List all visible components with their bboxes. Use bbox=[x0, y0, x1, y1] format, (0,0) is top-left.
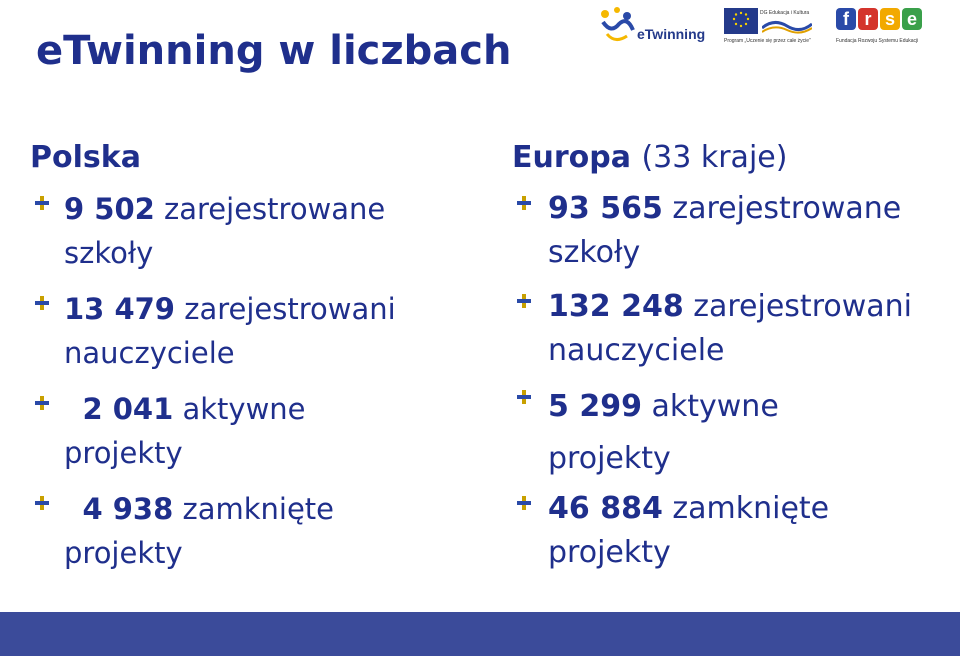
poland-heading: Polska bbox=[30, 140, 141, 175]
bullet-icon bbox=[516, 389, 532, 405]
stat-label: zarejestrowane bbox=[164, 192, 386, 226]
list-item bbox=[30, 187, 470, 275]
europe-heading-title: Europa bbox=[512, 140, 631, 175]
bullet-icon bbox=[34, 295, 50, 311]
bullet-icon bbox=[34, 395, 50, 411]
stat-label: aktywne bbox=[651, 389, 779, 424]
stat-label: zarejestrowani bbox=[184, 292, 396, 326]
stat-label: zamknięte bbox=[672, 491, 830, 526]
page-title: eTwinning w liczbach bbox=[36, 28, 512, 74]
stat-number: 9 502 bbox=[64, 192, 155, 226]
bullet-icon bbox=[516, 293, 532, 309]
eu-caption: Program „Uczenie się przez całe życie” bbox=[724, 38, 811, 44]
stat-label: zamknięte bbox=[182, 492, 334, 526]
etwinning-logo bbox=[597, 4, 707, 48]
list-item bbox=[512, 187, 952, 275]
europe-section bbox=[512, 140, 952, 577]
frse-letter-e: e bbox=[902, 8, 922, 30]
stat-number: 4 938 bbox=[82, 492, 174, 526]
europe-heading-sub: (33 kraje) bbox=[641, 140, 788, 175]
stat-number: 5 299 bbox=[548, 389, 642, 424]
eu-logo bbox=[724, 8, 816, 44]
etwinning-logo-icon bbox=[597, 4, 641, 48]
stat-label: zarejestrowani bbox=[693, 289, 912, 324]
bullet-icon bbox=[34, 495, 50, 511]
eu-flag-icon bbox=[724, 8, 758, 34]
stat-label-line2: nauczyciele bbox=[548, 333, 725, 368]
stat-number: 93 565 bbox=[548, 191, 663, 226]
frse-caption: Fundacja Rozwoju Systemu Edukacji bbox=[836, 38, 919, 44]
list-item bbox=[30, 387, 470, 475]
stat-label-line2: projekty bbox=[548, 535, 671, 570]
frse-letter-s: s bbox=[880, 8, 900, 30]
stat-label-line2: projekty bbox=[64, 436, 183, 470]
list-item bbox=[512, 285, 952, 373]
list-item bbox=[512, 487, 952, 575]
lll-wave-icon bbox=[762, 18, 812, 34]
stat-label-line2: szkoły bbox=[64, 236, 154, 270]
frse-letter-f: f bbox=[836, 8, 856, 30]
footer-bar bbox=[0, 612, 960, 656]
eu-dg-label: DG Edukacja i Kultura bbox=[760, 10, 810, 16]
list-item bbox=[30, 487, 470, 575]
stat-label-line2: nauczyciele bbox=[64, 336, 235, 370]
europe-heading bbox=[512, 140, 952, 175]
stat-number: 46 884 bbox=[548, 491, 663, 526]
etwinning-logo-text: eTwinning bbox=[637, 26, 706, 42]
poland-section bbox=[30, 140, 470, 587]
stat-label: zarejestrowane bbox=[672, 191, 902, 226]
stat-number: 2 041 bbox=[82, 392, 174, 426]
stat-label-line2: szkoły bbox=[548, 235, 641, 270]
stat-number: 132 248 bbox=[548, 289, 684, 324]
stat-label-line2: projekty bbox=[548, 441, 671, 476]
frse-logo bbox=[836, 8, 928, 44]
stat-label-line2: projekty bbox=[64, 536, 183, 570]
list-item bbox=[30, 287, 470, 375]
frse-letter-r: r bbox=[858, 8, 878, 30]
stat-number: 13 479 bbox=[64, 292, 175, 326]
list-item bbox=[512, 381, 952, 485]
bullet-icon bbox=[516, 495, 532, 511]
stat-label: aktywne bbox=[182, 392, 306, 426]
bullet-icon bbox=[516, 195, 532, 211]
bullet-icon bbox=[34, 195, 50, 211]
